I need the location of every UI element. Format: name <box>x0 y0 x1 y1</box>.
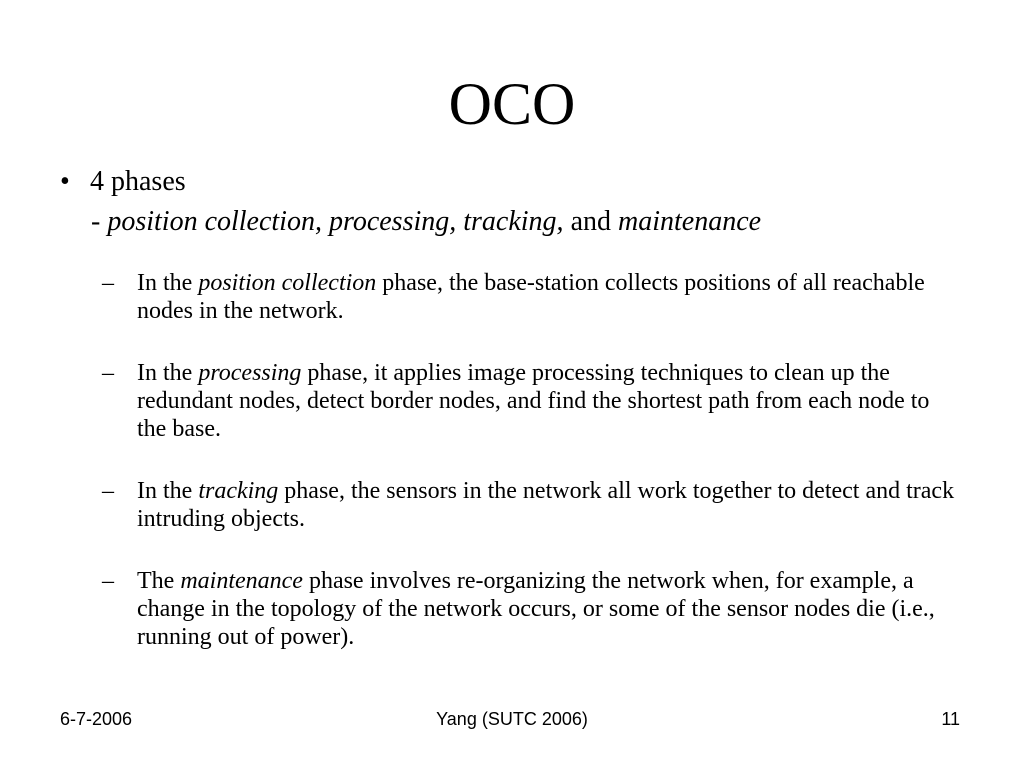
bullet-marker: • <box>60 166 70 197</box>
sub-bullet-emphasis: position collection <box>198 270 377 296</box>
dash-marker: – <box>102 270 114 296</box>
sub-bullet-text-after: phase involves re-organizing the network when, for example, a change in the topology of the network occurs, or some of the sensor nodes die (i.e., running out of power). <box>137 568 935 650</box>
sub-bullet-text-before: In the <box>137 478 199 504</box>
footer-page-number: 11 <box>941 709 960 729</box>
sub-bullet-tracking <box>102 477 962 533</box>
dash-marker: – <box>102 360 114 386</box>
sub-bullet-text-after: phase, the base-station collects positions of all reachable nodes in the network. <box>137 270 925 324</box>
sub-bullet-position-collection <box>102 269 962 325</box>
main-bullet-text: 4 phases <box>90 166 186 197</box>
sub-bullet-processing <box>102 359 962 443</box>
phases-line <box>91 206 761 238</box>
phases-prefix: - <box>91 206 108 237</box>
sub-bullet-text-after: phase, the sensors in the network all work together to detect and track intruding objects. <box>137 478 955 532</box>
slide-title: OCO <box>448 71 576 137</box>
sub-bullet-emphasis: maintenance <box>180 568 303 594</box>
sub-bullet-maintenance <box>102 567 962 651</box>
phases-conjunction: and <box>563 206 618 237</box>
footer-author: Yang (SUTC 2006) <box>436 709 588 729</box>
phases-list-b: maintenance <box>618 206 762 237</box>
dash-marker: – <box>102 478 114 504</box>
sub-bullet-text-after: phase, it applies image processing techniques to clean up the redundant nodes, detect border nodes, and find the shortest path from each node to the base. <box>137 360 930 442</box>
sub-bullet-text-before: In the <box>137 270 199 296</box>
sub-bullet-list <box>102 269 962 685</box>
dash-marker: – <box>102 568 114 594</box>
main-bullet <box>60 166 186 198</box>
phases-list-a: position collection, processing, tracking, <box>107 206 564 237</box>
sub-bullet-emphasis: tracking <box>198 478 279 504</box>
sub-bullet-text-before: In the <box>137 360 199 386</box>
footer-date: 6-7-2006 <box>60 709 133 729</box>
sub-bullet-emphasis: processing <box>198 360 302 386</box>
sub-bullet-text-before: The <box>137 568 181 594</box>
